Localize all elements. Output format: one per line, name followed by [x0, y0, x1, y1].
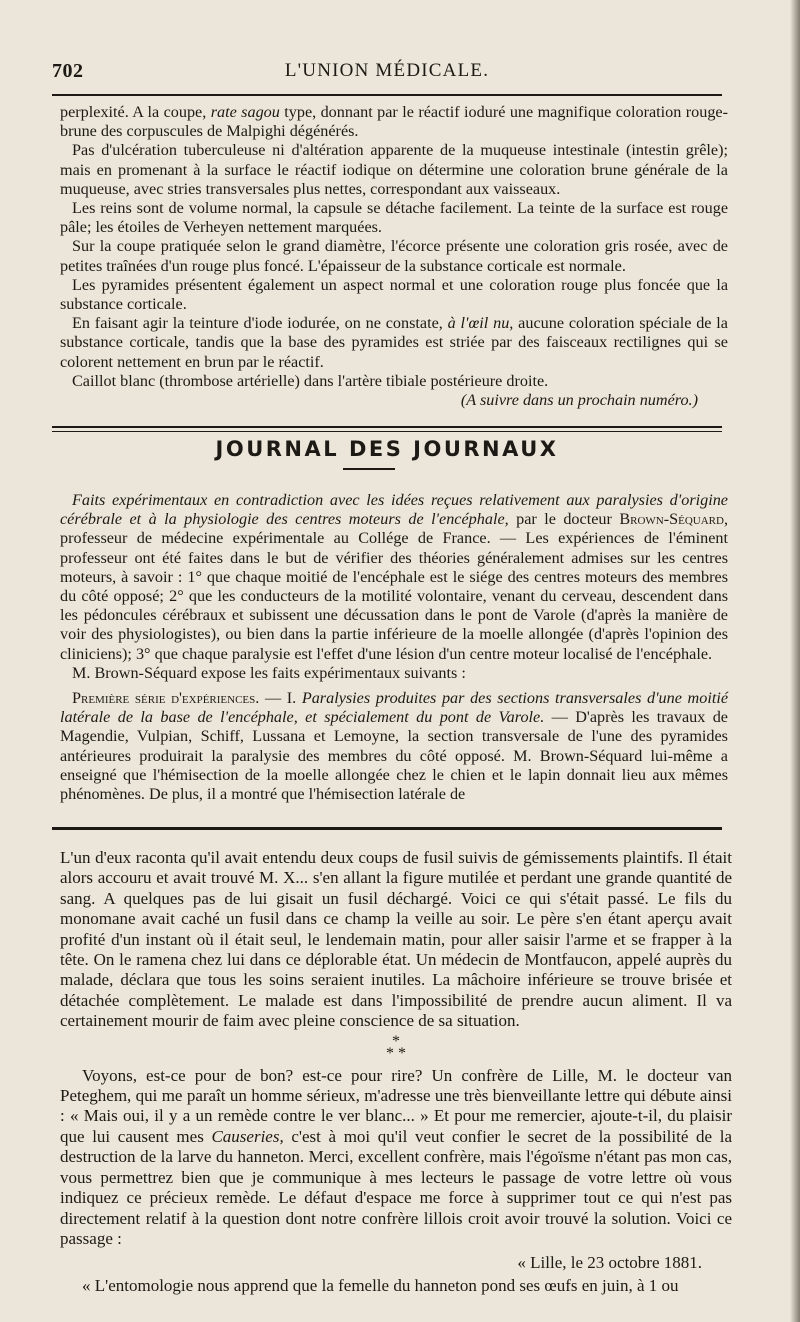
paragraph: M. Brown-Séquard expose les faits expérimentaux suivants : — [72, 663, 466, 682]
paragraph: Première série d'expériences. — I. Paralysies produites par des sections transversales d'une moitié latérale de la base de l'encéphale, et spécialement du pont de Varole. — D'après les travaux de Magendie, Vulpian, Schiff, Lussana et Lemoyne, la section transversale de l'une des pyramides antérieures produirait la paralysie des membres du côté opposé. M. Brown-Séquard lui-même a enseigné que l'hémisection de la moelle allongée chez le chien et le lapin donnait lieu aux mêmes phénomènes. De plus, il a montré que l'hémisection latérale de — [60, 689, 728, 804]
paragraph: perplexité. A la coupe, rate sagou type, donnant par le réactif ioduré une magnifique coloration rouge-brune des corpuscules de Malpighi dégénérés. — [60, 103, 729, 141]
header-rule — [52, 94, 722, 96]
article-continuation — [60, 103, 728, 410]
letter-dateline: « Lille, le 23 octobre 1881. — [517, 1253, 702, 1273]
journal-article — [60, 491, 728, 804]
section-rule-top — [52, 426, 722, 428]
section-rule-top-thin — [52, 431, 722, 432]
to-be-continued-note: (A suivre dans un prochain numéro.) — [460, 391, 698, 410]
paragraph: L'un d'eux raconta qu'il avait entendu deux coups de fusil suivis de gémissements plaintifs. Il était alors accouru et avait trouvé M. X... s'en allant la figure mutilée et perdant une grande quantité de sang. A quelques pas de lui gisait un fusil déchargé. Voici ce qui s'était passé. Le fils du monomane avait caché un fusil dans ce champ la veille au soir. Le père s'en étant aperçu avait profité d'un instant où il était seul, le lendemain matin, pour aller saisir l'arme et se frapper à la tête. On le ramena chez lui dans ce déplorable état. Un médecin de Montfaucon, appelé auprès du malade, déclara que tous les soins seraient inutiles. La mâchoire inférieure se trouve brisée et détachée complètement. Le malade est dans l'impossibilité de prendre aucun aliment. Il va certainement mourir de faim avec pleine conscience de sa situation. — [60, 848, 732, 1031]
running-title: L'UNION MÉDICALE. — [284, 60, 490, 81]
feuilleton-separator — [52, 827, 722, 830]
paragraph: Sur la coupe pratiquée selon le grand diamètre, l'écorce présente une coloration gris rosée, avec de petites traînées d'un rouge plus foncé. L'épaisseur de la substance corticale est normale. — [60, 237, 728, 275]
page-number: 702 — [52, 60, 84, 82]
paragraph: Les reins sont de volume normal, la capsule se détache facilement. La teinte de la surface est rouge pâle; les étoiles de Verheyen nettement marquées. — [60, 199, 728, 237]
paragraph: Caillot blanc (thrombose artérielle) dans l'artère tibiale postérieure droite. — [72, 371, 549, 390]
page-header — [52, 58, 722, 88]
section-title: JOURNAL DES JOURNAUX — [215, 437, 559, 461]
paragraph: Pas d'ulcération tuberculeuse ni d'altération apparente de la muqueuse intestinale (intestin grêle); mais en promenant à la surface le réactif iodique on détermine une coloration brune générale de la muqueuse, avec stries transversales plus nettes, correspondant aux vaisseaux. — [60, 141, 728, 198]
series-label: Première série d'expériences. — [72, 689, 260, 708]
paragraph: « L'entomologie nous apprend que la femelle du hanneton pond ses œufs en juin, à 1 ou — [82, 1275, 679, 1295]
title-underline — [343, 468, 395, 470]
paragraph: Les pyramides présentent également un aspect normal et une coloration rouge plus foncée que la substance corticale. — [60, 275, 728, 314]
feuilleton — [60, 848, 732, 1296]
page-edge-shadow — [790, 0, 800, 1322]
paragraph: En faisant agir la teinture d'iode iodurée, on ne constate, à l'œil nu, aucune coloration spéciale de la substance corticale, tandis que la base des pyramides est striée par des faisceaux rectilignes qui se colorent nettement en brun par le réactif. — [60, 314, 728, 371]
paragraph: Voyons, est-ce pour de bon? est-ce pour rire? Un confrère de Lille, M. le docteur van Peteghem, qui me paraît un homme sérieux, m'adresse une très bienveillante lettre qui débute ainsi : « Mais oui, il y a un remède contre le ver blanc... » Et pour me remercier, ajoute-t-il, du plaisir que lui causent mes Causeries, c'est à moi qu'il veut confier le secret de la possibilité de la destruction de la larve du hanneton. Merci, excellent confrère, mais l'égoïsme n'étant pas mon cas, vous permettrez bien que je communique à mes lecteurs le passage de votre lettre où vous indiquez ce précieux remède. Le défaut d'espace me force à supprimer tout ce qui n'est pas directement relatif à la question dont notre confrère lillois croit avoir trouvé la solution. Voici ce passage : — [60, 1065, 733, 1248]
asterism: * * * — [386, 1032, 406, 1062]
paragraph: Faits expérimentaux en contradiction avec les idées reçues relativement aux paralysies d'origine cérébrale et à la physiologie des centres moteurs de l'encéphale, par le docteur Brown-Séquard, professeur de médecine expérimentale au Collége de France. — Les expériences de l'éminent professeur ont été faites dans le but de vérifier des théories généralement admises sur les centres moteurs, à savoir : 1° que chaque moitié de l'encéphale est le siége des centres moteurs des membres du côté opposé; 2° que les conducteurs de la motilité volontaire, venant du cerveau, descendent dans les pédoncules cérébraux et subissent une décussation dans le pont de Varole (d'après la manière de voir des physiologistes), ou bien dans la partie inférieure de la moelle allongée (d'après l'opinion des cliniciens); 3° que chaque paralysie est l'effet d'une lésion d'un centre moteur localisé de l'encéphale. — [60, 491, 728, 663]
author-name: Brown-Séquard, — [619, 510, 728, 529]
